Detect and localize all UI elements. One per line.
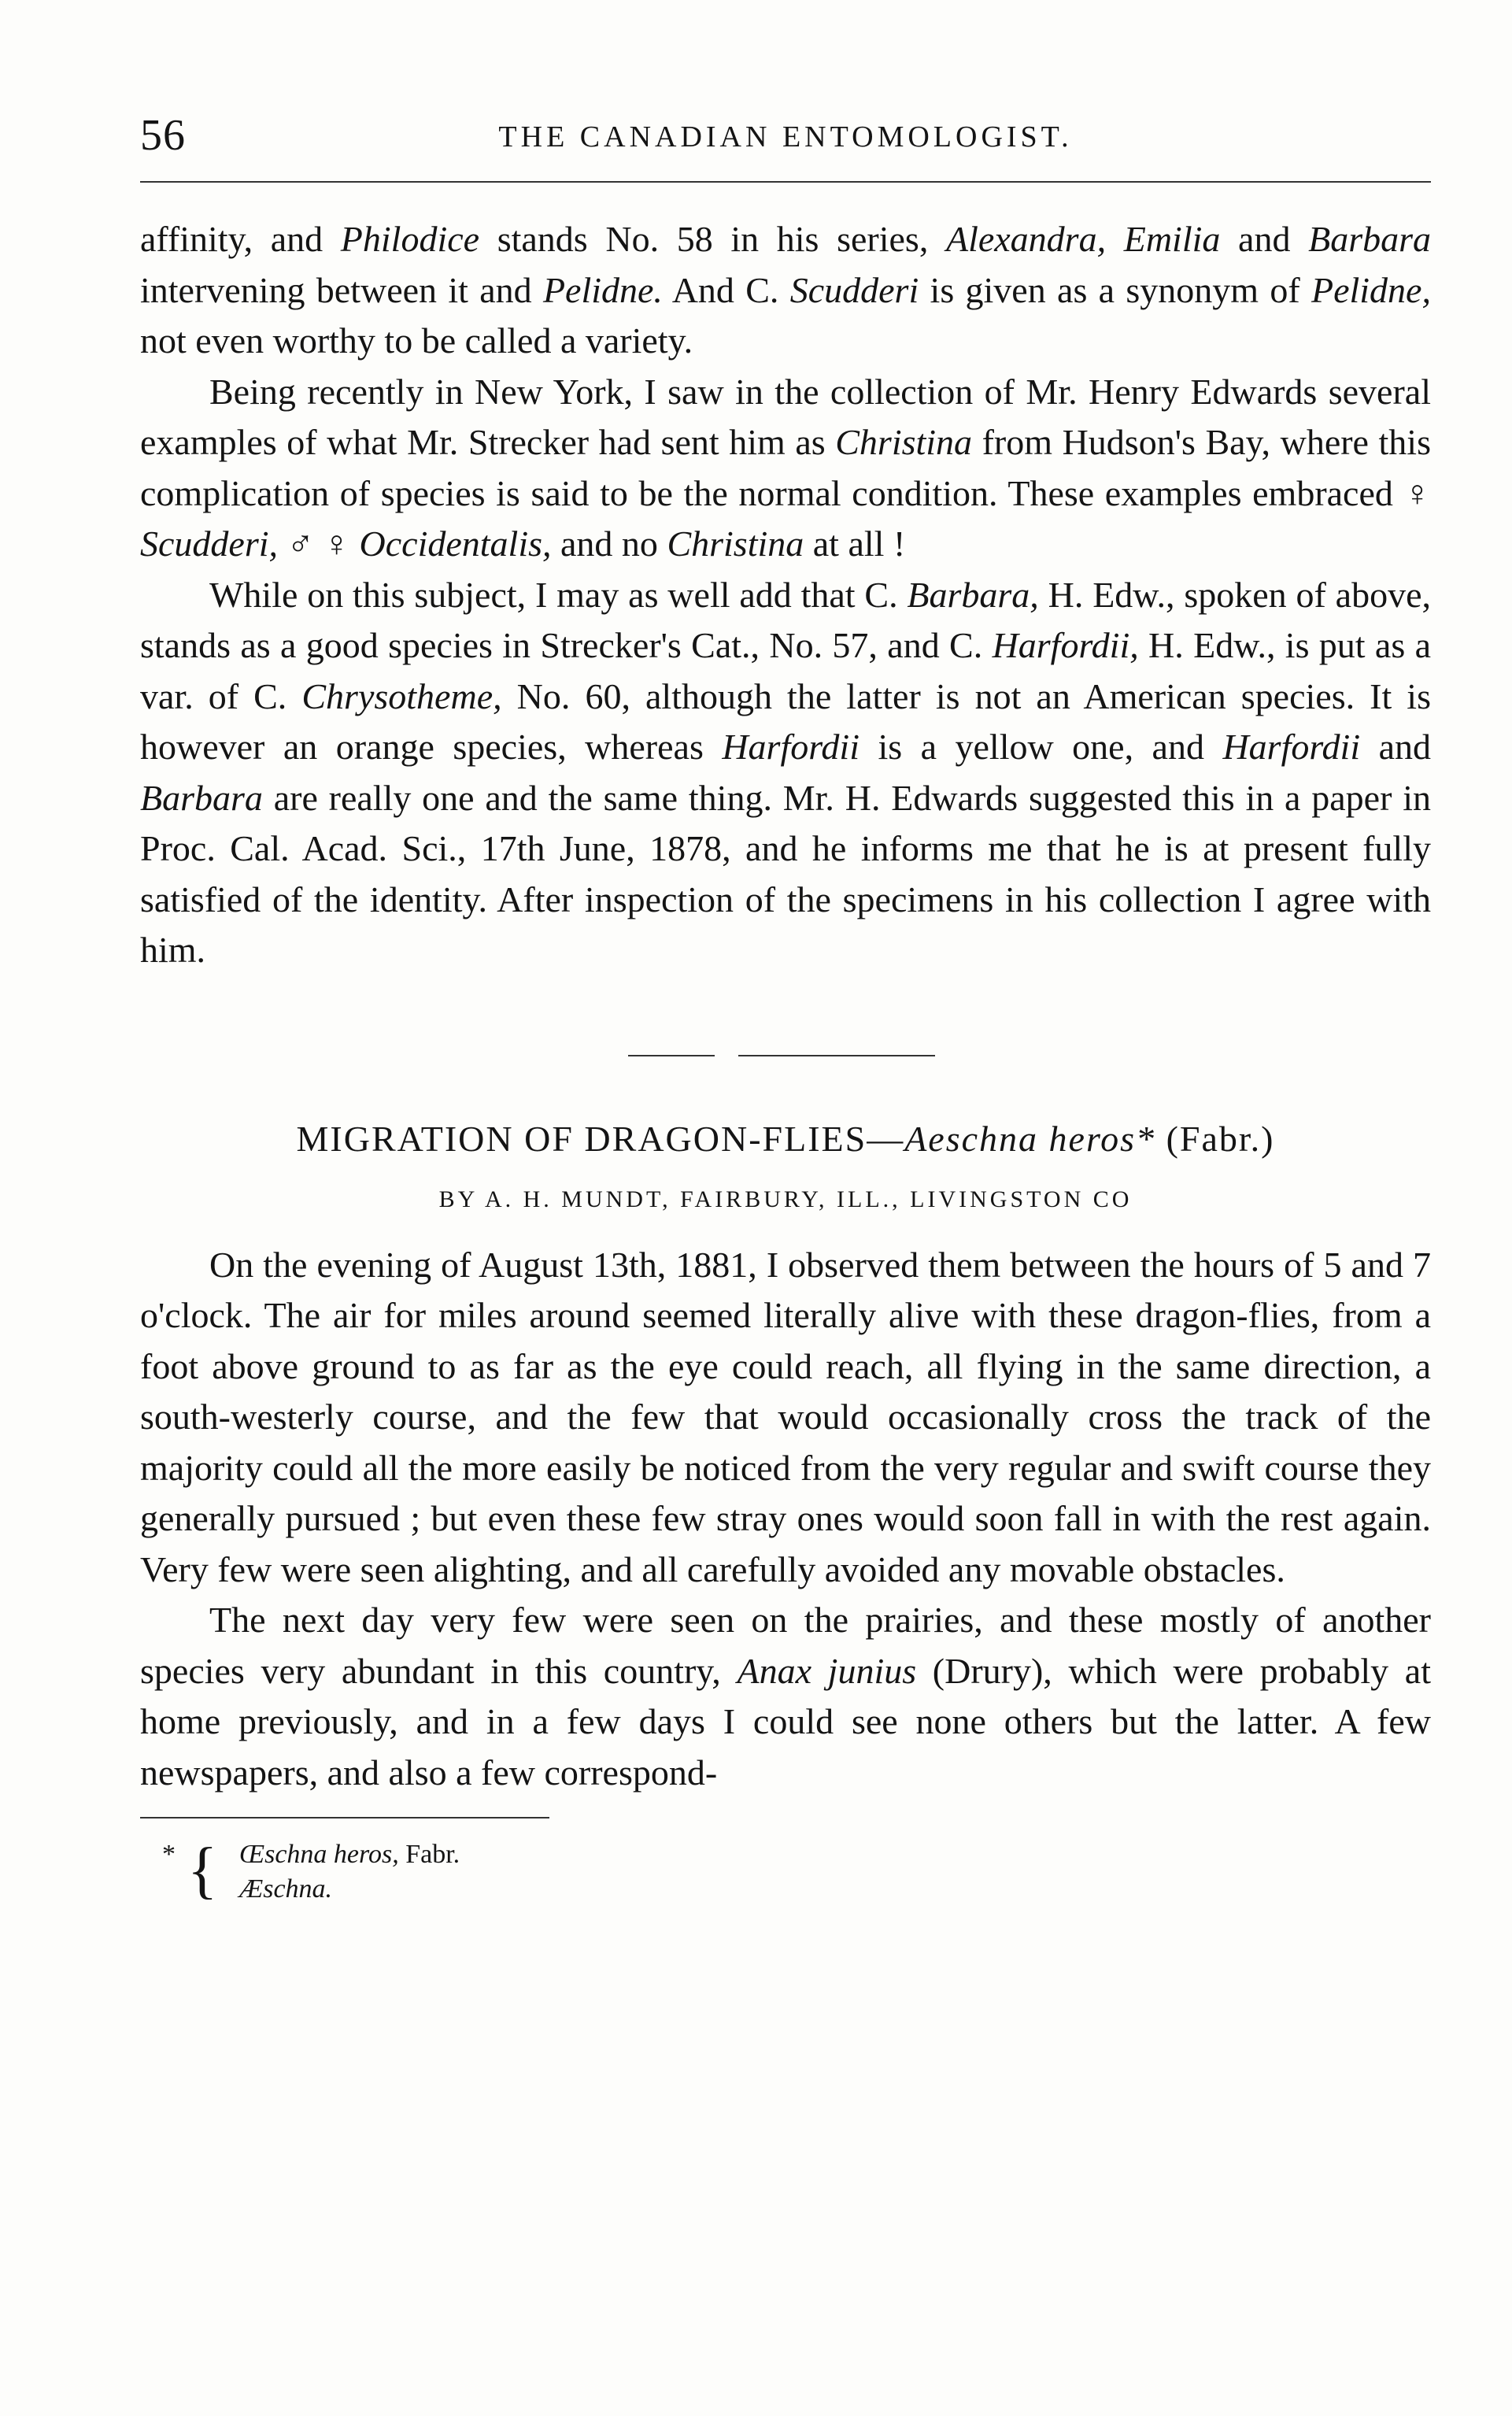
paragraph-new-york-collection: Being recently in New York, I saw in the collection of Mr. Henry Edwards several examples of what Mr. Strecker had sent him as Christina from Hudson's Bay, where this complication of species is said to be the normal condition. These examples embraced ♀ Scudderi, ♂ ♀ Occidentalis, and no Christina at all ! <box>140 371 1431 564</box>
paragraph-continued: affinity, and Philodice stands No. 58 in his series, Alexandra, Emilia and Barbara intervening between it and Pelidne. And C. Scudderi is given as a synonym of Pelidne, not even worthy to be called a variety. <box>140 219 1431 361</box>
footnote-line-2: Æschna. <box>239 1874 333 1904</box>
journal-title: THE CANADIAN ENTOMOLOGIST. <box>498 120 1073 154</box>
paragraph-next-day: The next day very few were seen on the prairies, and these mostly of another species very abundant in this country, Anax junius (Drury), which were probably at home previously, and in a few days I could see none others but the latter. A few newspapers, and also a few correspond- <box>140 1600 1431 1793</box>
footnote-line-1: Œschna heros, Fabr. <box>239 1840 460 1869</box>
running-head <box>140 110 1431 181</box>
footnote <box>140 1837 1431 1907</box>
header-rule <box>140 181 1431 183</box>
article-byline: BY A. H. MUNDT, FAIRBURY, ILL., LIVINGSTON CO <box>438 1186 1133 1212</box>
article-title: MIGRATION OF DRAGON-FLIES—Aeschna heros* (Fabr.) <box>296 1118 1275 1159</box>
page <box>140 110 1431 1907</box>
footnote-mark: * <box>162 1840 176 1869</box>
paragraph-barbara-harfordii: While on this subject, I may as well add that C. Barbara, H. Edw., spoken of above, stands as a good species in Strecker's Cat., No. 57, and C. Harfordii, H. Edw., is put as a var. of C. Chrysotheme, No. 60, although the latter is not an American species. It is however an orange species, whereas Harfordii is a yellow one, and Harfordii and Barbara are really one and the same thing. Mr. H. Edwards suggested this in a paper in Proc. Cal. Acad. Sci., 17th June, 1878, and he informs me that he is at present fully satisfied of the identity. After inspection of the specimens in his collection I agree with him. <box>140 574 1431 970</box>
section-break-rule <box>140 1023 1431 1086</box>
footnote-rule <box>140 1817 549 1818</box>
page-number: 56 <box>140 111 186 160</box>
paragraph-evening-observation: On the evening of August 13th, 1881, I observed them between the hours of 5 and 7 o'clock. The air for miles around seemed literally alive with these dragon-flies, from a foot above ground to as far as the eye could reach, all flying in the same direction, a south-westerly course, and the few that would occasionally cross the track of the majority could all the more easily be noticed from the very regular and swift course they generally pursued ; but even these few stray ones would soon fall in with the rest again. Very few were seen alighting, and all carefully avoided any movable obstacles. <box>140 1244 1431 1589</box>
brace-glyph: { <box>187 1836 218 1905</box>
